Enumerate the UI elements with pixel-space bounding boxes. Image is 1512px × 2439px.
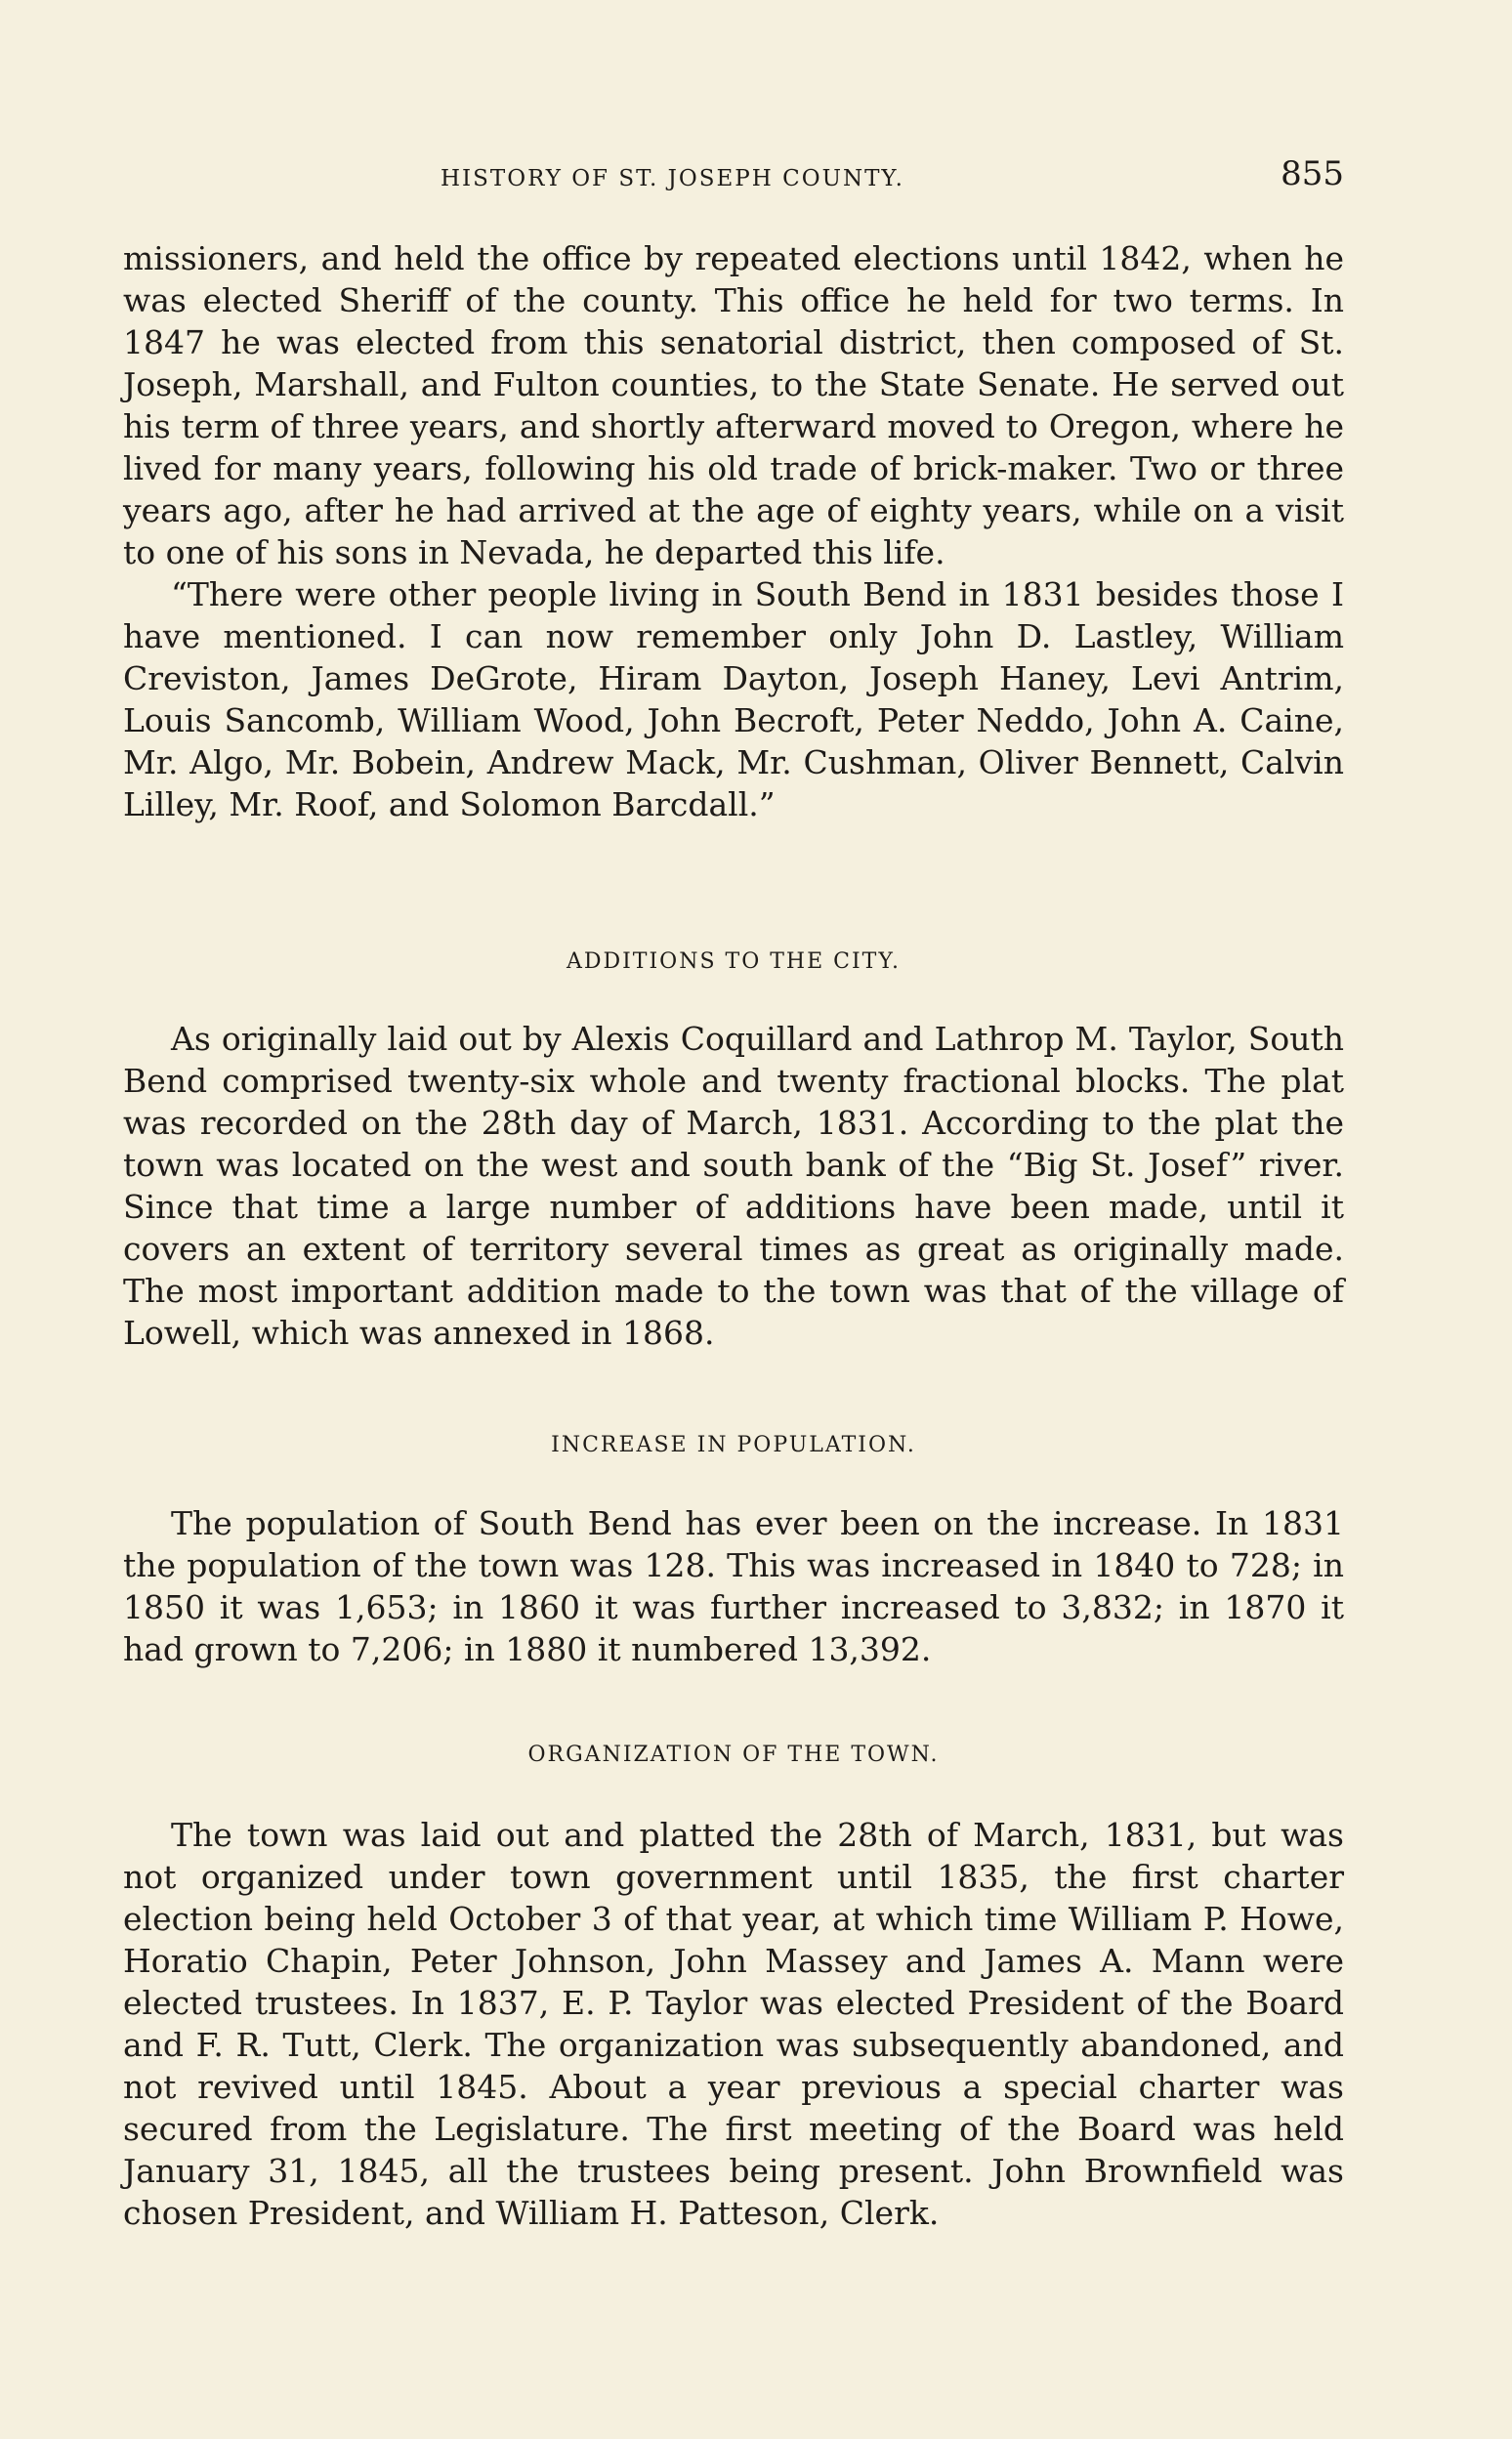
page-number: 855 bbox=[1281, 154, 1344, 193]
running-title: HISTORY OF ST. JOSEPH COUNTY. bbox=[441, 166, 904, 191]
page-header bbox=[123, 154, 1344, 203]
section-heading-organization: ORGANIZATION OF THE TOWN. bbox=[527, 1743, 940, 1767]
paragraph: “There were other people living in South Bend in 1831 besides those I have mentioned. I can now remember only John D. Lastley, William Creviston, James DeGrote, Hiram Dayton, Joseph Haney, Levi Antrim, Louis Sancomb, William Wood, John Becroft, Peter Neddo, John A. Caine, Mr. Algo, Mr. Bobein, Andrew Mack, Mr. Cushman, Oliver Bennett, Calvin Lilley, Mr. Roof, and Solomon Barcdall.” bbox=[123, 575, 1344, 823]
population-text-block bbox=[123, 1502, 1344, 1670]
paragraph: The population of South Bend has ever been on the increase. In 1831 the population of the town was 128. This was increased in 1840 to 728; in 1850 it was 1,653; in 1860 it was further increased to 3,832; in 1870 it had grown to 7,206; in 1880 it numbered 13,392. bbox=[123, 1504, 1344, 1668]
organization-text-block bbox=[123, 1814, 1344, 2234]
paragraph: The town was laid out and platted the 28th of March, 1831, but was not organized under town government until 1835, the first charter election being held October 3 of that year, at which time William P. Howe, Horatio Chapin, Peter Johnson, John Massey and James A. Mann were elected trustees. In 1837, E. P. Taylor was elected President of the Board and F. R. Tutt, Clerk. The organization was subsequently abandoned, and not revived until 1845. About a year previous a special charter was secured from the Legislature. The first meeting of the Board was held January 31, 1845, all the trustees being present. John Brownfield was chosen President, and William H. Patteson, Clerk. bbox=[123, 1816, 1344, 2232]
section-heading-additions: ADDITIONS TO THE CITY. bbox=[566, 949, 902, 974]
paragraph: missioners, and held the office by repeated elections until 1842, when he was elected Sheriff of the county. This office he held for two terms. In 1847 he was elected from this senatorial district, then composed of St. Joseph, Marshall, and Fulton counties, to the State Senate. He served out his term of three years, and shortly afterward moved to Oregon, where he lived for many years, following his old trade of brick-maker. Two or three years ago, after he had arrived at the age of eighty years, while on a visit to one of his sons in Nevada, he departed this life. bbox=[123, 239, 1344, 571]
section-heading-population: INCREASE IN POPULATION. bbox=[551, 1433, 916, 1457]
paragraph: As originally laid out by Alexis Coquillard and Lathrop M. Taylor, South Bend comprised twenty-six whole and twenty fractional blocks. The plat was recorded on the 28th day of March, 1831. According to the plat the town was located on the west and south bank of the “Big St. Josef” river. Since that time a large number of additions have been made, until it covers an extent of territory several times as great as originally made. The most important addition made to the town was that of the village of Lowell, which was annexed in 1868. bbox=[123, 1020, 1344, 1352]
intro-text-block bbox=[123, 237, 1344, 825]
additions-text-block bbox=[123, 1018, 1344, 1354]
